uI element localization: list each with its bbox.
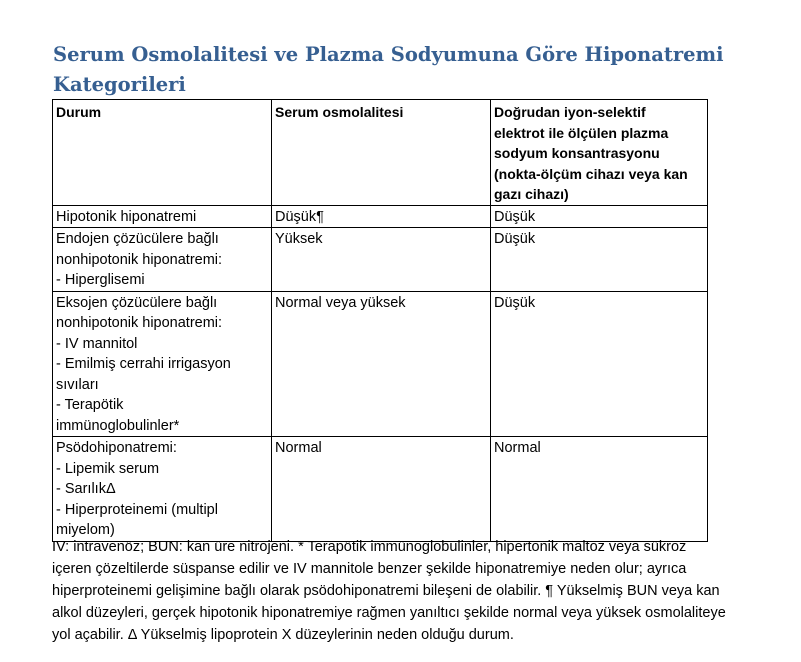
header-serum-osmolality (272, 100, 491, 206)
cell-line: Hipotonik hiponatremi (56, 208, 197, 225)
cell-serum-osmolality (272, 437, 491, 542)
title-line: Kategorileri (53, 73, 186, 96)
cell-line: sodyum konsantrasyonu (494, 145, 660, 161)
cell-line: Durum (56, 104, 102, 120)
cell-line: - IV mannitol (56, 335, 138, 352)
cell-line: Endojen çözücülere bağlı (56, 231, 219, 247)
cell-line: Normal (494, 440, 541, 456)
table-row (53, 291, 708, 437)
cell-condition (53, 228, 272, 292)
table-row (53, 228, 708, 292)
cell-serum-osmolality (272, 291, 491, 437)
cell-line: - Hiperproteinemi (multipl (56, 501, 218, 518)
cell-line: Düşük¶ (275, 208, 324, 225)
table-row (53, 205, 708, 228)
cell-line: sıvıları (56, 376, 99, 393)
cell-plasma-sodium (491, 205, 708, 228)
cell-plasma-sodium (491, 228, 708, 292)
cell-line: Düşük (494, 294, 536, 311)
cell-plasma-sodium (491, 437, 708, 542)
cell-line: (nokta-ölçüm cihazı veya kan (494, 165, 688, 182)
table-header-row (53, 100, 708, 206)
cell-line: Düşük (494, 208, 536, 225)
hyponatremia-table (52, 99, 708, 542)
cell-line: Normal veya yüksek (275, 294, 406, 311)
cell-serum-osmolality (272, 205, 491, 228)
cell-serum-osmolality (272, 228, 491, 292)
cell-line: Serum osmolalitesi (275, 104, 404, 120)
cell-line: - SarılıkΔ (56, 481, 116, 497)
footnote-line: IV: intravenöz; BUN: kan üre nitrojeni. * Terapötik immünoglobulinler, hipertonik maltoz veya sükroz (52, 539, 687, 555)
cell-line: nonhipotonik hiponatremi: (56, 251, 223, 268)
cell-plasma-sodium (491, 291, 708, 437)
cell-line: Doğrudan iyon-selektif (494, 104, 646, 120)
cell-line: immünoglobulinler* (56, 417, 180, 434)
cell-line: Eksojen çözücülere bağlı (56, 294, 218, 311)
cell-line: - Lipemik serum (56, 460, 160, 477)
cell-line: - Emilmiş cerrahi irrigasyon (56, 356, 231, 372)
title-line: Serum Osmolalitesi ve Plazma Sodyumuna Göre Hiponatremi (53, 43, 724, 66)
page-title (53, 40, 753, 100)
cell-line: Düşük (494, 231, 536, 247)
cell-condition (53, 205, 272, 228)
footnote-line: alkol düzeyleri, gerçek hipotonik hiponatremiye rağmen yanıltıcı şekilde normal veya yüksek osmolaliteye (52, 605, 726, 621)
header-plasma-sodium (491, 100, 708, 206)
table-row (53, 437, 708, 542)
cell-line: - Terapötik (56, 397, 124, 413)
cell-line: gazı cihazı) (494, 186, 569, 202)
cell-condition (53, 291, 272, 437)
cell-line: nonhipotonik hiponatremi: (56, 315, 223, 331)
cell-line: Psödohiponatremi: (56, 440, 177, 456)
cell-line: - Hiperglisemi (56, 272, 145, 288)
cell-line: Yüksek (275, 231, 323, 247)
footnote-line: içeren çözeltilerde süspanse edilir ve IV mannitole benzer şekilde hiponatremiye neden olur; ayrıca (52, 561, 687, 577)
cell-line: Normal (275, 440, 322, 456)
table-footnote (52, 536, 787, 646)
header-durum (53, 100, 272, 206)
cell-line: elektrot ile ölçülen plazma (494, 124, 669, 141)
footnote-line: hiperproteinemi gelişimine bağlı olarak psödohiponatremi bileşeni de olabilir. ¶ Yükselmiş BUN veya kan (52, 583, 720, 599)
cell-line: miyelom) (56, 522, 115, 538)
footnote-line: yol açabilir. Δ Yükselmiş lipoprotein X düzeylerinin neden olduğu durum. (52, 627, 514, 643)
cell-condition (53, 437, 272, 542)
